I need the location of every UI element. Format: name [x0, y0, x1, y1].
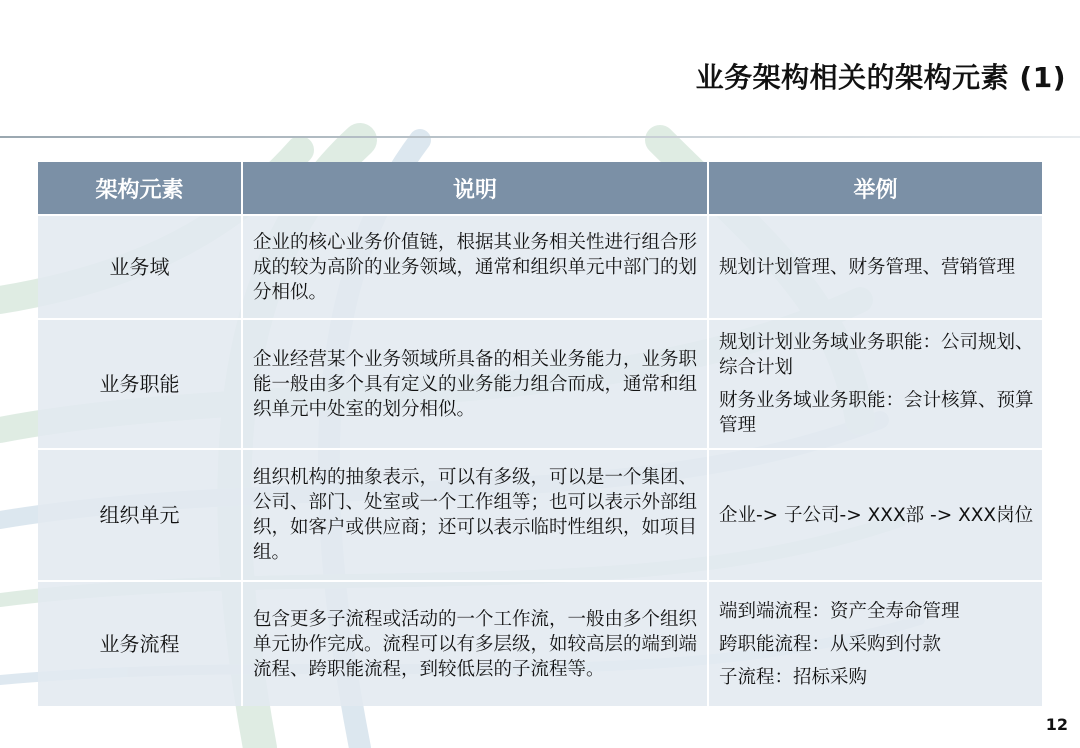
example-item: 规划计划业务域业务职能：公司规划、综合计划	[719, 332, 1034, 378]
page-number: 12	[1045, 715, 1068, 734]
element-name: 业务职能	[38, 319, 242, 449]
column-header-element: 架构元素	[38, 162, 242, 215]
column-header-description: 说明	[242, 162, 708, 215]
example-item: 财务业务域业务职能：会计核算、预算管理	[719, 390, 1034, 436]
example-item: 子流程：招标采购	[719, 666, 868, 688]
table-row	[38, 581, 1042, 706]
table-header-row	[38, 162, 1042, 215]
table-row	[38, 449, 1042, 581]
example-item: 跨职能流程：从采购到付款	[719, 633, 942, 655]
element-description: 包含更多子流程或活动的一个工作流，一般由多个组织单元协作完成。流程可以有多层级，如较高层的端到端流程、跨职能流程，到较低层的子流程等。	[242, 581, 708, 706]
example-item: 规划计划管理、财务管理、营销管理	[719, 256, 1016, 278]
element-examples	[708, 215, 1042, 319]
element-examples	[708, 449, 1042, 581]
element-examples	[708, 319, 1042, 449]
element-description: 组织机构的抽象表示，可以有多级，可以是一个集团、公司、部门、处室或一个工作组等；也可以表示外部组织，如客户或供应商；还可以表示临时性组织，如项目组。	[242, 449, 708, 581]
example-item: 企业-> 子公司-> XXX部 -> XXX岗位	[719, 504, 1034, 526]
architecture-elements-table	[38, 162, 1042, 706]
example-item: 端到端流程：资产全寿命管理	[719, 600, 960, 622]
title-divider	[0, 136, 1080, 138]
element-examples	[708, 581, 1042, 706]
table-row	[38, 215, 1042, 319]
element-name: 组织单元	[38, 449, 242, 581]
table-row	[38, 319, 1042, 449]
element-description: 企业经营某个业务领域所具备的相关业务能力，业务职能一般由多个具有定义的业务能力组合而成，通常和组织单元中处室的划分相似。	[242, 319, 708, 449]
element-description: 企业的核心业务价值链，根据其业务相关性进行组合形成的较为高阶的业务领域，通常和组织单元中部门的划分相似。	[242, 215, 708, 319]
slide-title: 业务架构相关的架构元素 (1)	[695, 61, 1066, 94]
element-name: 业务流程	[38, 581, 242, 706]
column-header-example: 举例	[708, 162, 1042, 215]
element-name: 业务域	[38, 215, 242, 319]
